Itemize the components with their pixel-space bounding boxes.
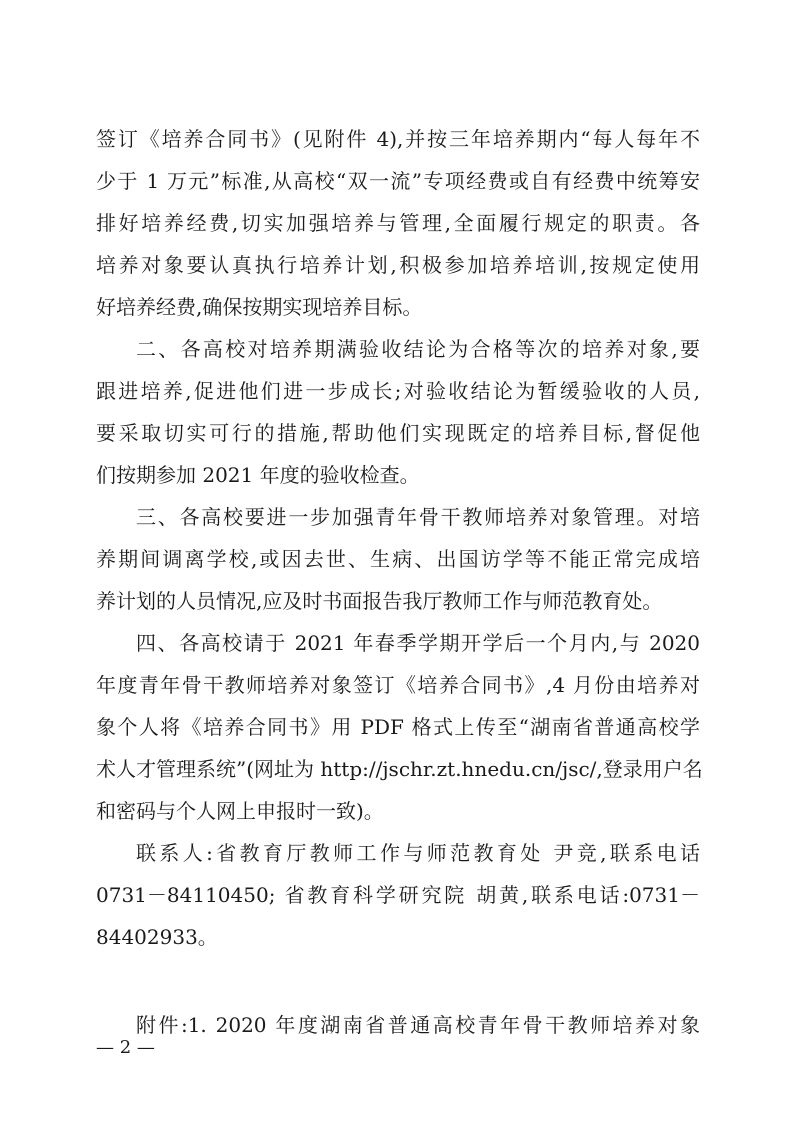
- page-number: — 2 —: [96, 1037, 155, 1058]
- text-line: 要采取切实可行的措施,帮助他们实现既定的培养目标,督促他: [96, 421, 700, 445]
- document-body: [96, 118, 703, 1046]
- text-line: 少于 1 万元”标准,从高校“双一流”专项经费或自有经费中统筹安: [96, 169, 700, 193]
- text-line: 二、各高校对培养期满验收结论为合格等次的培养对象,要: [136, 337, 700, 361]
- text-line: 术人才管理系统”(网址为 http://jschr.zt.hnedu.cn/jsc/,登录用户名: [96, 757, 703, 781]
- text-line: 联系人:省教育厅教师工作与师范教育处 尹竞,联系电话: [136, 841, 700, 865]
- text-line: 养计划的人员情况,应及时书面报告我厅教师工作与师范教育处。: [96, 589, 663, 613]
- text-line: 培养对象要认真执行培养计划,积极参加培养培训,按规定使用: [96, 253, 700, 277]
- text-line: 排好培养经费,切实加强培养与管理,全面履行规定的职责。各: [96, 211, 700, 235]
- text-line: 三、各高校要进一步加强青年骨干教师培养对象管理。对培: [136, 505, 700, 529]
- text-line: 好培养经费,确保按期实现培养目标。: [96, 295, 423, 319]
- paragraph-contract-upload: [96, 622, 703, 832]
- attachment-line: 附件:1. 2020 年度湖南省普通高校青年骨干教师培养对象: [136, 1013, 700, 1037]
- attachment-list: [96, 1004, 700, 1046]
- text-line: 养期间调离学校,或因去世、生病、出国访学等不能正常完成培: [96, 547, 700, 571]
- paragraph-follow-up-training: [96, 328, 700, 496]
- text-line: 0731－84110450; 省教育科学研究院 胡黄,联系电话:0731－: [96, 883, 700, 907]
- text-line: 年度青年骨干教师培养对象签订《培养合同书》,4 月份由培养对: [96, 673, 700, 697]
- text-line: 跟进培养,促进他们进一步成长;对验收结论为暂缓验收的人员,: [96, 379, 700, 403]
- text-line: 签订《培养合同书》(见附件 4),并按三年培养期内“每人每年不: [96, 127, 700, 151]
- text-line: 们按期参加 2021 年度的验收检查。: [96, 463, 420, 487]
- text-line: 和密码与个人网上申报时一致)。: [96, 799, 384, 823]
- paragraph-management: [96, 496, 700, 622]
- text-line: 象个人将《培养合同书》用 PDF 格式上传至“湖南省普通高校学: [96, 715, 700, 739]
- paragraph-contacts: [96, 832, 700, 958]
- paragraph-training-funds: [96, 118, 700, 328]
- text-line: 84402933。: [96, 925, 218, 949]
- text-line: 四、各高校请于 2021 年春季学期开学后一个月内,与 2020: [136, 631, 700, 655]
- paragraph-spacer: [96, 958, 700, 1004]
